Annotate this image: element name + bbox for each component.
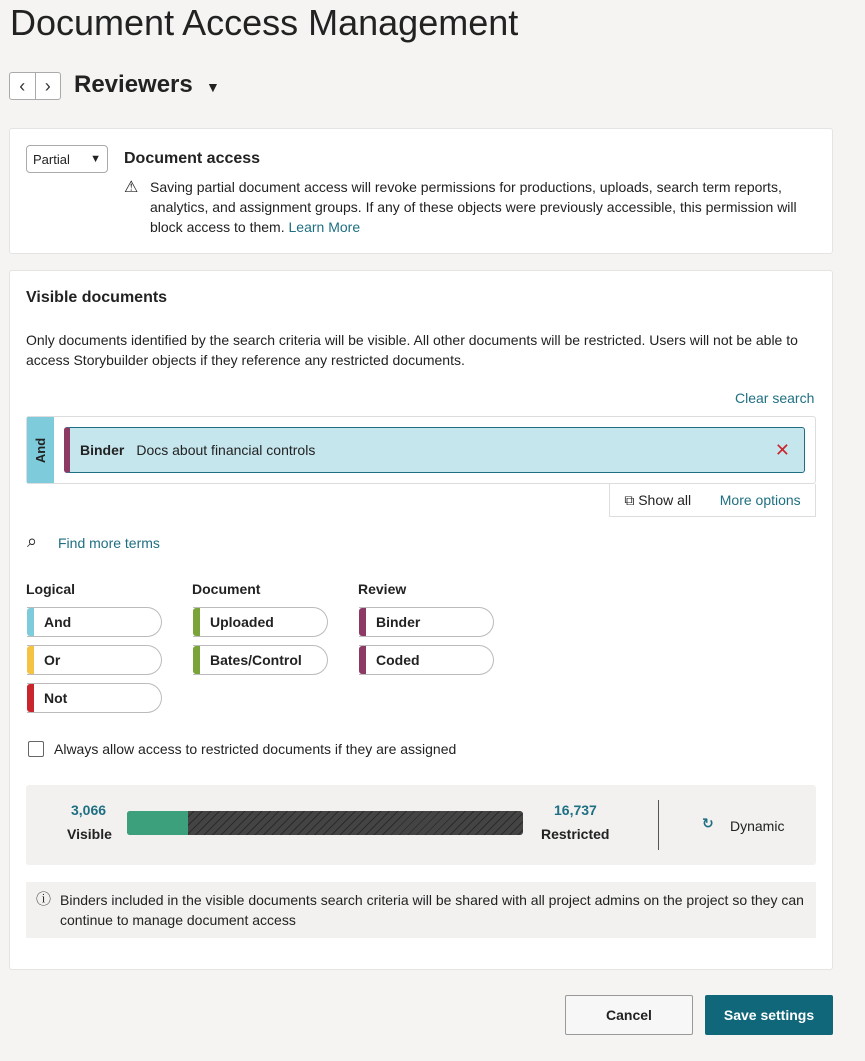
palette-term-coded[interactable] — [359, 645, 494, 675]
cancel-button[interactable]: Cancel — [565, 995, 693, 1035]
search-icon: ⌕ — [27, 531, 38, 551]
term-label: Not — [44, 690, 68, 706]
visibility-bar — [127, 811, 523, 835]
term-type: Binder — [80, 442, 125, 458]
visible-title: Visible documents — [26, 289, 168, 306]
term-color-marker — [193, 646, 200, 674]
query-options — [609, 484, 816, 517]
caret-down-icon: ▼ — [90, 153, 101, 165]
palette-term-binder[interactable] — [359, 607, 494, 637]
term-color-marker — [27, 684, 34, 712]
term-label: Bates/Control — [210, 652, 302, 668]
group-nav — [9, 72, 61, 100]
always-allow-checkbox[interactable] — [28, 741, 44, 757]
visible-count: 3,066 — [71, 802, 107, 818]
term-color-marker — [359, 608, 366, 636]
next-group-button[interactable]: › — [44, 75, 51, 96]
access-mode-value: Partial — [33, 151, 70, 167]
visible-label: Visible — [67, 826, 112, 842]
palette-group-title: Review — [358, 581, 407, 597]
warning-text: Saving partial document access will revoke permissions for productions, uploads, search term reports, analytics, and assignment groups. If any of these objects were previously accessible, this permission will block access to them. — [150, 179, 797, 235]
group-name[interactable]: Reviewers — [74, 71, 193, 98]
close-icon[interactable]: ✕ — [774, 439, 790, 460]
copy-icon: ⧉ — [624, 491, 635, 508]
query-term[interactable] — [64, 427, 805, 473]
palette-term-or[interactable] — [27, 645, 162, 675]
palette-term-bates-control[interactable] — [193, 645, 328, 675]
query-operator[interactable] — [27, 417, 54, 483]
palette-group-title: Document — [192, 581, 261, 597]
show-all-label: Show all — [638, 491, 692, 508]
divider — [658, 800, 659, 850]
term-color-marker — [193, 608, 200, 636]
more-options-link[interactable]: More options — [719, 492, 801, 508]
term-color-marker — [359, 646, 366, 674]
palette-group-title: Logical — [26, 581, 76, 597]
palette-term-uploaded[interactable] — [193, 607, 328, 637]
access-mode-select[interactable] — [26, 145, 108, 173]
refresh-icon[interactable]: ↻ — [702, 815, 714, 831]
term-label: Coded — [376, 652, 420, 668]
term-color-marker — [27, 608, 34, 636]
term-label: Binder — [376, 614, 421, 630]
learn-more-link[interactable]: Learn More — [288, 219, 361, 235]
term-label: Or — [44, 652, 61, 668]
always-allow-label: Always allow access to restricted documents if they are assigned — [54, 741, 457, 757]
operator-label: And — [33, 437, 48, 463]
info-icon: ⓘ — [36, 891, 52, 908]
save-settings-button[interactable]: Save settings — [705, 995, 833, 1035]
visible-description: Only documents identified by the search criteria will be visible. All other documents will be restricted. Users will not be able to access Storybuilder objects if they reference any restricted documents. — [26, 332, 798, 368]
term-color-marker — [27, 646, 34, 674]
visible-fill — [127, 811, 188, 835]
dynamic-label[interactable]: Dynamic — [730, 818, 785, 834]
term-label: Uploaded — [210, 614, 274, 630]
caret-down-icon[interactable]: ▼ — [206, 79, 220, 95]
prev-group-button[interactable]: ‹ — [10, 73, 36, 99]
restricted-label: Restricted — [541, 826, 610, 842]
clear-search-link[interactable]: Clear search — [735, 390, 815, 406]
term-value: Docs about financial controls — [136, 442, 316, 458]
info-message — [26, 882, 816, 938]
access-title: Document access — [124, 150, 261, 167]
document-stats — [26, 785, 816, 865]
access-warning — [150, 177, 825, 237]
info-text: Binders included in the visible documents search criteria will be shared with all project admins on the project so they can continue to manage document access — [60, 892, 804, 928]
warning-icon: ⚠ — [124, 179, 139, 196]
query-builder — [26, 416, 816, 484]
palette-term-not[interactable] — [27, 683, 162, 713]
restricted-count: 16,737 — [554, 802, 597, 818]
find-more-terms-link[interactable]: Find more terms — [58, 535, 160, 551]
term-label: And — [44, 614, 72, 630]
page-title: Document Access Management — [10, 2, 519, 43]
show-all-button[interactable] — [624, 492, 691, 509]
palette-term-and[interactable] — [27, 607, 162, 637]
